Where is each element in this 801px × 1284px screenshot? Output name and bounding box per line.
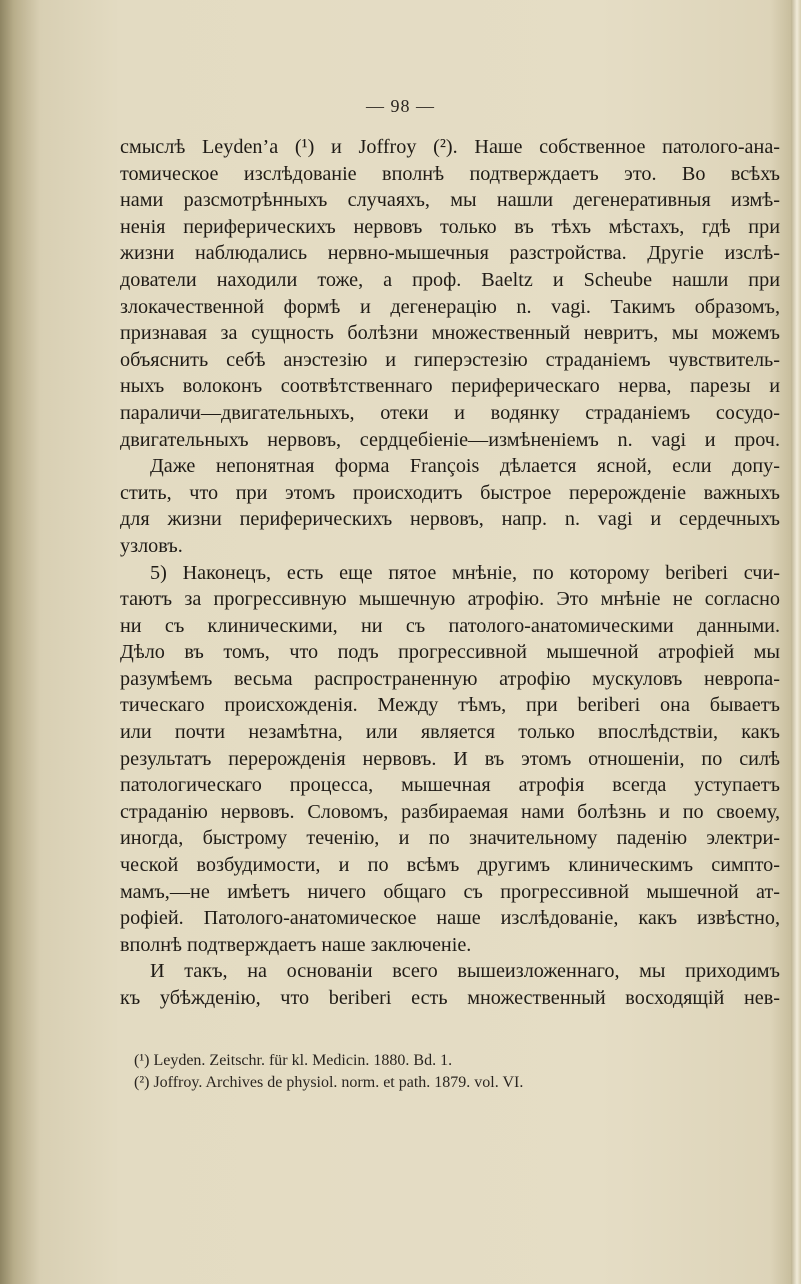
text-line: стить, что при этомъ происходитъ быстрое перерожденіе важныхъ <box>120 481 780 504</box>
text-line: злокачественной формѣ и дегенерацію n. vagi. Такимъ образомъ, <box>120 295 780 318</box>
text-line: страданію нервовъ. Словомъ, разбираемая нами болѣзнь и по своему, <box>120 800 780 823</box>
text-line: смыслѣ Leyden’a (¹) и Joffroy (²). Наше собственное патолого-ана- <box>120 136 780 158</box>
footnotes <box>120 1050 780 1094</box>
text-line: жизни наблюдались нервно-мышечныя разстройства. Другіе изслѣ- <box>120 242 780 265</box>
footnote: (¹) Leyden. Zeitschr. für kl. Medicin. 1880. Bd. 1. <box>134 1052 453 1069</box>
text-line: къ убѣжденію, что beriberi есть множественный восходящій нев- <box>120 987 780 1009</box>
text-line: рофіей. Патолого-анатомическое наше изслѣдованіе, какъ извѣстно, <box>120 907 780 930</box>
text-line: разумѣемъ весьма распространенную атрофію мускуловъ невропа- <box>120 667 780 690</box>
text-line: для жизни периферическихъ нервовъ, напр. n. vagi и сердечныхъ <box>120 508 780 531</box>
footnote: (²) Joffroy. Archives de physiol. norm. et path. 1879. vol. VI. <box>134 1074 524 1091</box>
text-line: параличи—двигательныхъ, отеки и водянку страданіемъ сосудо- <box>120 401 780 424</box>
text-line: результатъ перерожденія нервовъ. И въ этомъ отношеніи, по силѣ <box>120 747 780 770</box>
text-line: вполнѣ подтверждаетъ наше заключеніе. <box>120 933 472 956</box>
text-line: двигательныхъ нервовъ, сердцебіеніе—измѣненіемъ n. vagi и проч. <box>120 428 780 451</box>
text-line: ненія периферическихъ нервовъ только въ тѣхъ мѣстахъ, гдѣ при <box>120 215 780 238</box>
page-number: — 98 — <box>366 96 435 116</box>
text-line: нами разсмотрѣнныхъ случаяхъ, мы нашли дегенеративныя измѣ- <box>120 189 780 212</box>
text-line: узловъ. <box>120 534 183 557</box>
text-line: или почти незамѣтна, или является только впослѣдствіи, какъ <box>120 721 780 744</box>
text-line: Даже непонятная форма François дѣлается ясной, если допу- <box>150 455 780 478</box>
text-line: мамъ,—не имѣетъ ничего общаго съ прогрессивной мышечной ат- <box>120 880 780 903</box>
text-line: признавая за сущность болѣзни множественный невритъ, мы можемъ <box>120 322 780 345</box>
text-line: таютъ за прогрессивную мышечную атрофію. Это мнѣніе не согласно <box>120 588 780 611</box>
page-edge <box>791 0 801 1284</box>
text-line: Дѣло въ томъ, что подъ прогрессивной мышечной атрофіей мы <box>120 641 780 664</box>
text-line: патологическаго процесса, мышечная атрофія всегда уступаетъ <box>120 774 780 797</box>
body-text <box>120 134 780 1012</box>
text-line: объяснить себѣ анэстезію и гиперэстезію страданіемъ чувствитель- <box>120 348 780 371</box>
text-line: И такъ, на основаніи всего вышеизложеннаго, мы приходимъ <box>150 960 780 983</box>
text-line: ныхъ волоконъ соотвѣтственнаго периферическаго нерва, парезы и <box>120 375 780 398</box>
text-line: тическаго происхожденія. Между тѣмъ, при beriberi она бываетъ <box>120 694 780 717</box>
text-line: дователи находили тоже, а проф. Baeltz и Scheube нашли при <box>120 268 780 291</box>
text-line: ческой возбудимости, и по всѣмъ другимъ клиническимъ симпто- <box>120 854 780 877</box>
text-line: ни съ клиническими, ни съ патолого-анатомическими данными. <box>120 614 780 637</box>
text-line: иногда, быстрому теченію, и по значительному паденію электри- <box>120 827 780 850</box>
text-line: томическое изслѣдованіе вполнѣ подтверждаетъ это. Во всѣхъ <box>120 162 780 185</box>
text-line: 5) Наконецъ, есть еще пятое мнѣніе, по которому beriberi счи- <box>150 561 780 584</box>
